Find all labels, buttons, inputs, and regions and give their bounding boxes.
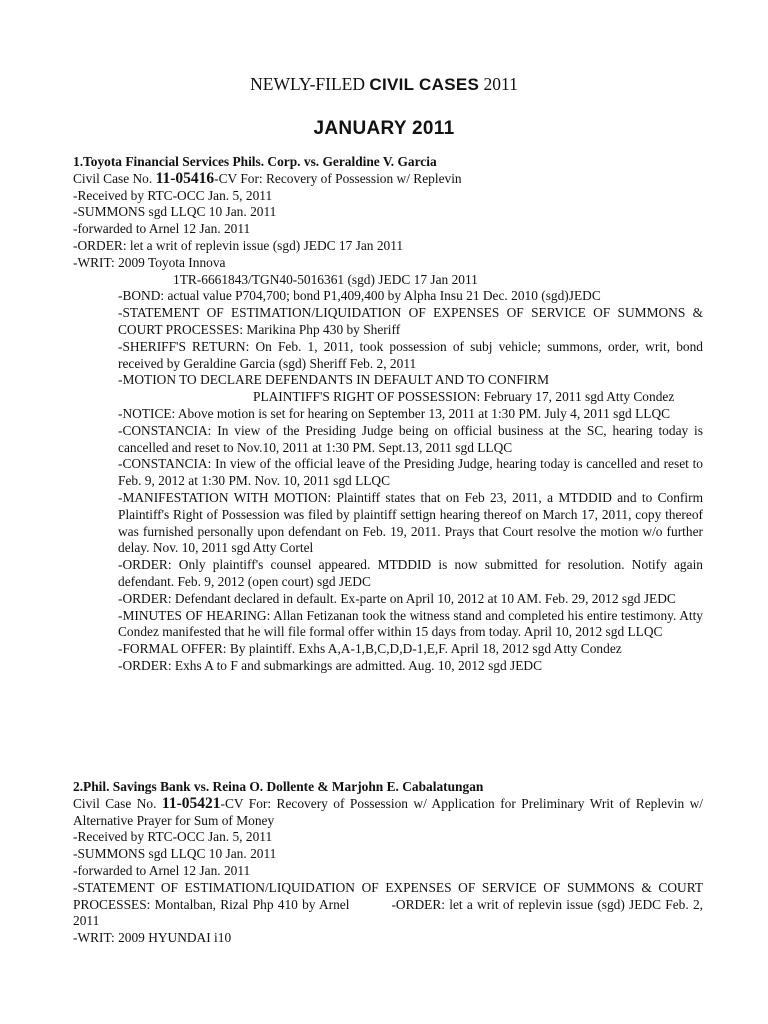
case-entry-2 bbox=[73, 779, 703, 947]
civil-case-label: Civil Case No. bbox=[73, 795, 157, 811]
document-title bbox=[0, 72, 768, 97]
writ-detail: 1TR-6661843/TGN40-5016361 (sgd) JEDC 17 Jan 2011 bbox=[173, 271, 478, 287]
docket-entry: -ORDER: Defendant declared in default. Ex-parte on April 10, 2012 at 10 AM. Feb. 29, 2012 sgd JEDC bbox=[118, 590, 676, 606]
docket-entry: -BOND: actual value P704,700; bond P1,409,400 by Alpha Insu 21 Dec. 2010 (sgd)JEDC bbox=[118, 288, 601, 304]
docket-entry: -Received by RTC-OCC Jan. 5, 2011 bbox=[73, 187, 273, 203]
statement-and-order bbox=[73, 880, 703, 930]
civil-case-line bbox=[73, 171, 703, 188]
docket-entry: -MINUTES OF HEARING: Allan Fetizanan took the witness stand and completed his entire testimony. Atty Condez manifested that he will file formal offer within 15 days from today. April 10, 2012 sgd LLQC bbox=[118, 607, 703, 640]
docket-entry: -CONSTANCIA: In view of the Presiding Judge being on official business at the SC, hearing today is cancelled and reset to Nov.10, 2011 at 1:30 PM. Sept.13, 2011 sgd LLQC bbox=[118, 422, 703, 455]
docket-entry: -Received by RTC-OCC Jan. 5, 2011 bbox=[73, 829, 273, 845]
title-emphasis: CIVIL CASES bbox=[369, 75, 480, 94]
docket-entry: -NOTICE: Above motion is set for hearing on September 13, 2011 at 1:30 PM. July 4, 2011 sgd LLQC bbox=[118, 405, 671, 421]
docket-entry: -forwarded to Arnel 12 Jan. 2011 bbox=[73, 862, 251, 878]
docket-entry: -SHERIFF'S RETURN: On Feb. 1, 2011, took possession of subj vehicle; summons, order, writ, bond received by Geraldine Garcia (sgd) Sheriff Feb. 2, 2011 bbox=[118, 338, 703, 371]
case-heading: 2.Phil. Savings Bank vs. Reina O. Dollente & Marjohn E. Cabalatungan bbox=[73, 779, 484, 794]
civil-case-label: Civil Case No. bbox=[73, 170, 153, 186]
case-number: 11-05416 bbox=[155, 169, 215, 187]
indented-entries bbox=[73, 288, 703, 674]
civil-case-line bbox=[73, 796, 703, 830]
docket-entry: -ORDER: Exhs A to F and submarkings are admitted. Aug. 10, 2012 sgd JEDC bbox=[118, 657, 543, 673]
docket-entry: -ORDER: let a writ of replevin issue (sgd) JEDC 17 Jan 2011 bbox=[73, 237, 404, 253]
motion-line-continued: PLAINTIFF'S RIGHT OF POSSESSION: February 17, 2011 sgd Atty Condez bbox=[253, 389, 675, 405]
case-heading: 1.Toyota Financial Services Phils. Corp. vs. Geraldine V. Garcia bbox=[73, 154, 437, 169]
docket-entry: -MANIFESTATION WITH MOTION: Plaintiff states that on Feb 23, 2011, a MTDDID and to Confirm Plaintiff's Right of Possession was filed by plaintiff settign hearing thereof on March 17, 2011, copy thereof was furnished personally upon defendant on Feb. 19, 2011. Prays that Court resolve the motion w/o further delay. Nov. 10, 2011 sgd Atty Cortel bbox=[118, 489, 703, 556]
statement-entry: -STATEMENT OF ESTIMATION/LIQUIDATION OF EXPENSES OF SERVICE OF SUMMONS & COURT PROCESSES: Montalban, Rizal Php 410 by Arnel bbox=[73, 879, 703, 912]
docket-entry: -CONSTANCIA: In view of the official leave of the Presiding Judge, hearing today is cancelled and reset to Feb. 9, 2012 at 1:30 PM. Nov. 10, 2011 sgd LLQC bbox=[118, 456, 703, 489]
docket-entry: -SUMMONS sgd LLQC 10 Jan. 2011 bbox=[73, 204, 277, 220]
case-description: -CV For: Recovery of Possession w/ Replevin bbox=[214, 170, 462, 186]
title-prefix: NEWLY-FILED bbox=[250, 74, 366, 94]
case-entry-1 bbox=[73, 154, 703, 675]
title-year: 2011 bbox=[483, 74, 518, 94]
month-heading: JANUARY 2011 bbox=[313, 118, 455, 139]
motion-line: -MOTION TO DECLARE DEFENDANTS IN DEFAULT AND TO CONFIRM bbox=[118, 372, 550, 388]
docket-entry: -ORDER: Only plaintiff's counsel appeared. MTDDID is now submitted for resolution. Notify again defendant. Feb. 9, 2012 (open court) sgd JEDC bbox=[118, 557, 703, 589]
case-number: 11-05421 bbox=[161, 794, 221, 812]
docket-entry: -SUMMONS sgd LLQC 10 Jan. 2011 bbox=[73, 846, 277, 862]
docket-entry: -FORMAL OFFER: By plaintiff. Exhs A,A-1,B,C,D,D-1,E,F. April 18, 2012 sgd Atty Condez bbox=[118, 641, 622, 657]
docket-entry: -forwarded to Arnel 12 Jan. 2011 bbox=[73, 221, 251, 237]
case-description: -CV For: Recovery of Possession w/ Application for Preliminary Writ of Replevin w/ Alternative Prayer for Sum of Money bbox=[73, 795, 703, 828]
docket-entry: -WRIT: 2009 HYUNDAI i10 bbox=[73, 930, 232, 946]
order-entry: -ORDER: let a writ of replevin issue (sgd) JEDC Feb. 2, 2011 bbox=[73, 896, 703, 929]
docket-entry: -WRIT: 2009 Toyota Innova bbox=[73, 254, 226, 270]
docket-entry: -STATEMENT OF ESTIMATION/LIQUIDATION OF EXPENSES OF SERVICE OF SUMMONS & COURT PROCESSES: Marikina Php 430 by Sheriff bbox=[118, 305, 703, 337]
